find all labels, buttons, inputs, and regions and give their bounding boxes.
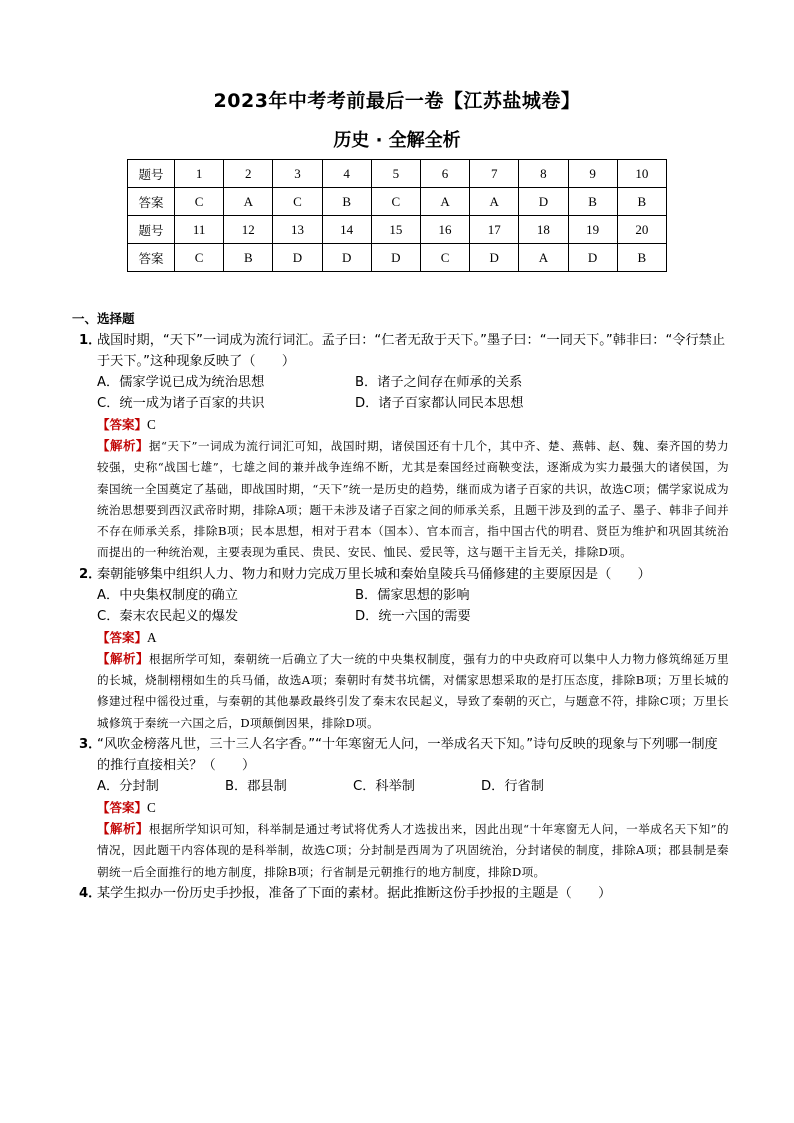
answer-table-cell: 5 [371,160,420,188]
option-b: B．郡县制 [225,778,287,794]
question-2 [79,564,729,585]
question-number: 4． [79,885,102,901]
document-subtitle: 历史 · 全解全析 [333,130,461,151]
document-title: 2023年中考考前最后一卷【江苏盐城卷】 [213,90,581,112]
answer-table-cell: A [224,188,273,216]
answer-table-cell: 15 [371,216,420,244]
answer-table-cell: 10 [617,160,666,188]
analysis-text: 根据所学可知，秦朝统一后确立了大一统的中央集权制度，强有力的中央政府可以集中人力物力修筑绵延万里的长城，烧制栩栩如生的兵马俑，故选A项；秦朝时有焚书坑儒，对儒家思想采取的是打压态度，排除B项；万里长城的修建过程中徭役过重，与秦朝的其他暴政最终引发了秦末农民起义，导致了秦朝的灭亡，与题意不符，排除C项；万里长城修筑于秦统一六国之后，D项颠倒因果，排除D项。 [97,651,729,730]
answer-table-cell: D [273,244,322,272]
answer-value: A [147,629,157,645]
question-2-answer [79,627,729,648]
option-a: A．中央集权制度的确立 [97,587,238,603]
answer-table-cell: C [420,244,469,272]
answer-table-cell: 4 [322,160,371,188]
answer-table-cell: A [519,244,568,272]
option-c: C．科举制 [353,778,415,794]
answer-table-cell: C [371,188,420,216]
answer-table-cell: C [175,188,224,216]
answer-table-row-label: 答案 [128,188,175,216]
option-d: D．行省制 [481,778,544,794]
answer-table-row [128,160,667,188]
option-b: B．诸子之间存在师承的关系 [355,375,523,390]
answer-table [127,159,667,272]
option-a: A．分封制 [97,778,159,794]
option-b: B．儒家思想的影响 [355,587,470,603]
answer-table-row [128,188,667,216]
answer-table-cell: B [224,244,273,272]
question-3-answer [79,797,729,818]
question-stem: 战国时期，“天下”一词成为流行词汇。孟子曰：“仁者无敌于天下。”墨子曰：“一同天下。”韩非曰：“令行禁止于天下。”这种现象反映了（ ） [97,333,726,369]
question-2-analysis [79,648,729,734]
answer-table-cell: 7 [470,160,519,188]
answer-table-cell: A [420,188,469,216]
question-3-options [79,776,729,797]
answer-table-cell: B [568,188,617,216]
answer-table-cell: 17 [470,216,519,244]
answer-table-row [128,216,667,244]
question-3 [79,734,729,776]
option-c: C．统一成为诸子百家的共识 [97,396,265,411]
section-heading: 一、选择题 [72,311,135,326]
answer-table-row-label: 题号 [128,160,175,188]
answer-table-cell: 16 [420,216,469,244]
answer-table-row-label: 答案 [128,244,175,272]
answer-table-cell: 12 [224,216,273,244]
question-number: 1． [79,333,102,348]
question-stem: 某学生拟办一份历史手抄报，准备了下面的素材。据此推断这份手抄报的主题是（ ） [97,885,612,901]
answer-table-cell: 8 [519,160,568,188]
answer-tag: 【答案】 [97,417,148,432]
question-stem: 秦朝能够集中组织人力、物力和财力完成万里长城和秦始皇陵兵马俑修建的主要原因是（ ） [97,566,651,582]
question-3-analysis [79,818,729,883]
answer-table-cell: D [470,244,519,272]
answer-value: C [147,417,156,432]
answer-table-cell: 3 [273,160,322,188]
answer-table-cell: D [322,244,371,272]
question-1-options [79,372,729,414]
answer-table-cell: D [371,244,420,272]
analysis-tag: 【解析】 [97,820,149,836]
answer-table-cell: 20 [617,216,666,244]
answer-table-cell: A [470,188,519,216]
answer-table-cell: 13 [273,216,322,244]
option-c: C．秦末农民起义的爆发 [97,608,239,624]
question-number: 3． [79,736,102,752]
option-a: A．儒家学说已成为统治思想 [97,375,265,390]
answer-table-cell: 11 [175,216,224,244]
analysis-text: 据“天下”一词成为流行词汇可知，战国时期，诸侯国还有十几个，其中齐、楚、燕韩、赵、魏、秦齐国的势力较强，史称“战国七雄”，七雄之间的兼并战争连绵不断，尤其是秦国经过商鞅变法，逐渐成为实力最强大的诸侯国，为秦国统一全国奠定了基础，即战国时期，“天下”统一是历史的趋势，继而成为诸子百家的共识，故选C项；儒学家说成为统治思想要到西汉武帝时期，排除A项；题干未涉及诸子百家之间的师承关系，且题干涉及到的孟子、墨子、韩非子间并不存在师承关系，排除B项；民本思想，相对于君本（国本）、官本而言，指中国古代的明君、贤臣为维护和巩固其统治而提出的一种统治观，主要表现为重民、贵民、安民、恤民、爱民等，这与题干主旨无关，排除D项。 [97,439,729,560]
analysis-tag: 【解析】 [97,438,149,453]
answer-table-cell: 2 [224,160,273,188]
answer-table-cell: D [568,244,617,272]
question-stem: “风吹金榜落凡世，三十三人名字香。”“十年寒窗无人问，一举成名天下知。”诗句反映的现象与下列哪一制度的推行直接相关？（ ） [97,736,718,773]
answer-table-cell: 1 [175,160,224,188]
answer-table-cell: C [175,244,224,272]
answer-table-row-label: 题号 [128,216,175,244]
question-1 [79,330,729,372]
answer-table-cell: 14 [322,216,371,244]
question-content [72,308,729,904]
question-number: 2． [79,566,102,582]
answer-table-cell: C [273,188,322,216]
question-1-analysis [79,435,729,564]
answer-table-row [128,244,667,272]
question-2-options [79,585,729,627]
question-1-answer [79,414,729,435]
answer-table-cell: 19 [568,216,617,244]
answer-tag: 【答案】 [97,799,148,815]
analysis-text: 根据所学知识可知，科举制是通过考试将优秀人才选拔出来，因此出现“十年寒窗无人问，一举成名天下知”的情况，因此题干内容体现的是科举制，故选C项；分封制是西周为了巩固统治，分封诸侯的制度，排除A项；郡县制是秦朝统一后全面推行的地方制度，排除B项；行省制是元朝推行的地方制度，排除D项。 [97,821,729,879]
answer-tag: 【答案】 [97,629,148,645]
answer-value: C [147,799,156,815]
analysis-tag: 【解析】 [97,650,149,666]
question-4 [79,883,729,904]
answer-table-cell: D [519,188,568,216]
answer-table-cell: 9 [568,160,617,188]
answer-table-cell: B [322,188,371,216]
answer-table-cell: 6 [420,160,469,188]
answer-table-cell: B [617,244,666,272]
option-d: D．诸子百家都认同民本思想 [355,396,524,411]
answer-table-cell: 18 [519,216,568,244]
option-d: D．统一六国的需要 [355,608,471,624]
answer-table-cell: B [617,188,666,216]
